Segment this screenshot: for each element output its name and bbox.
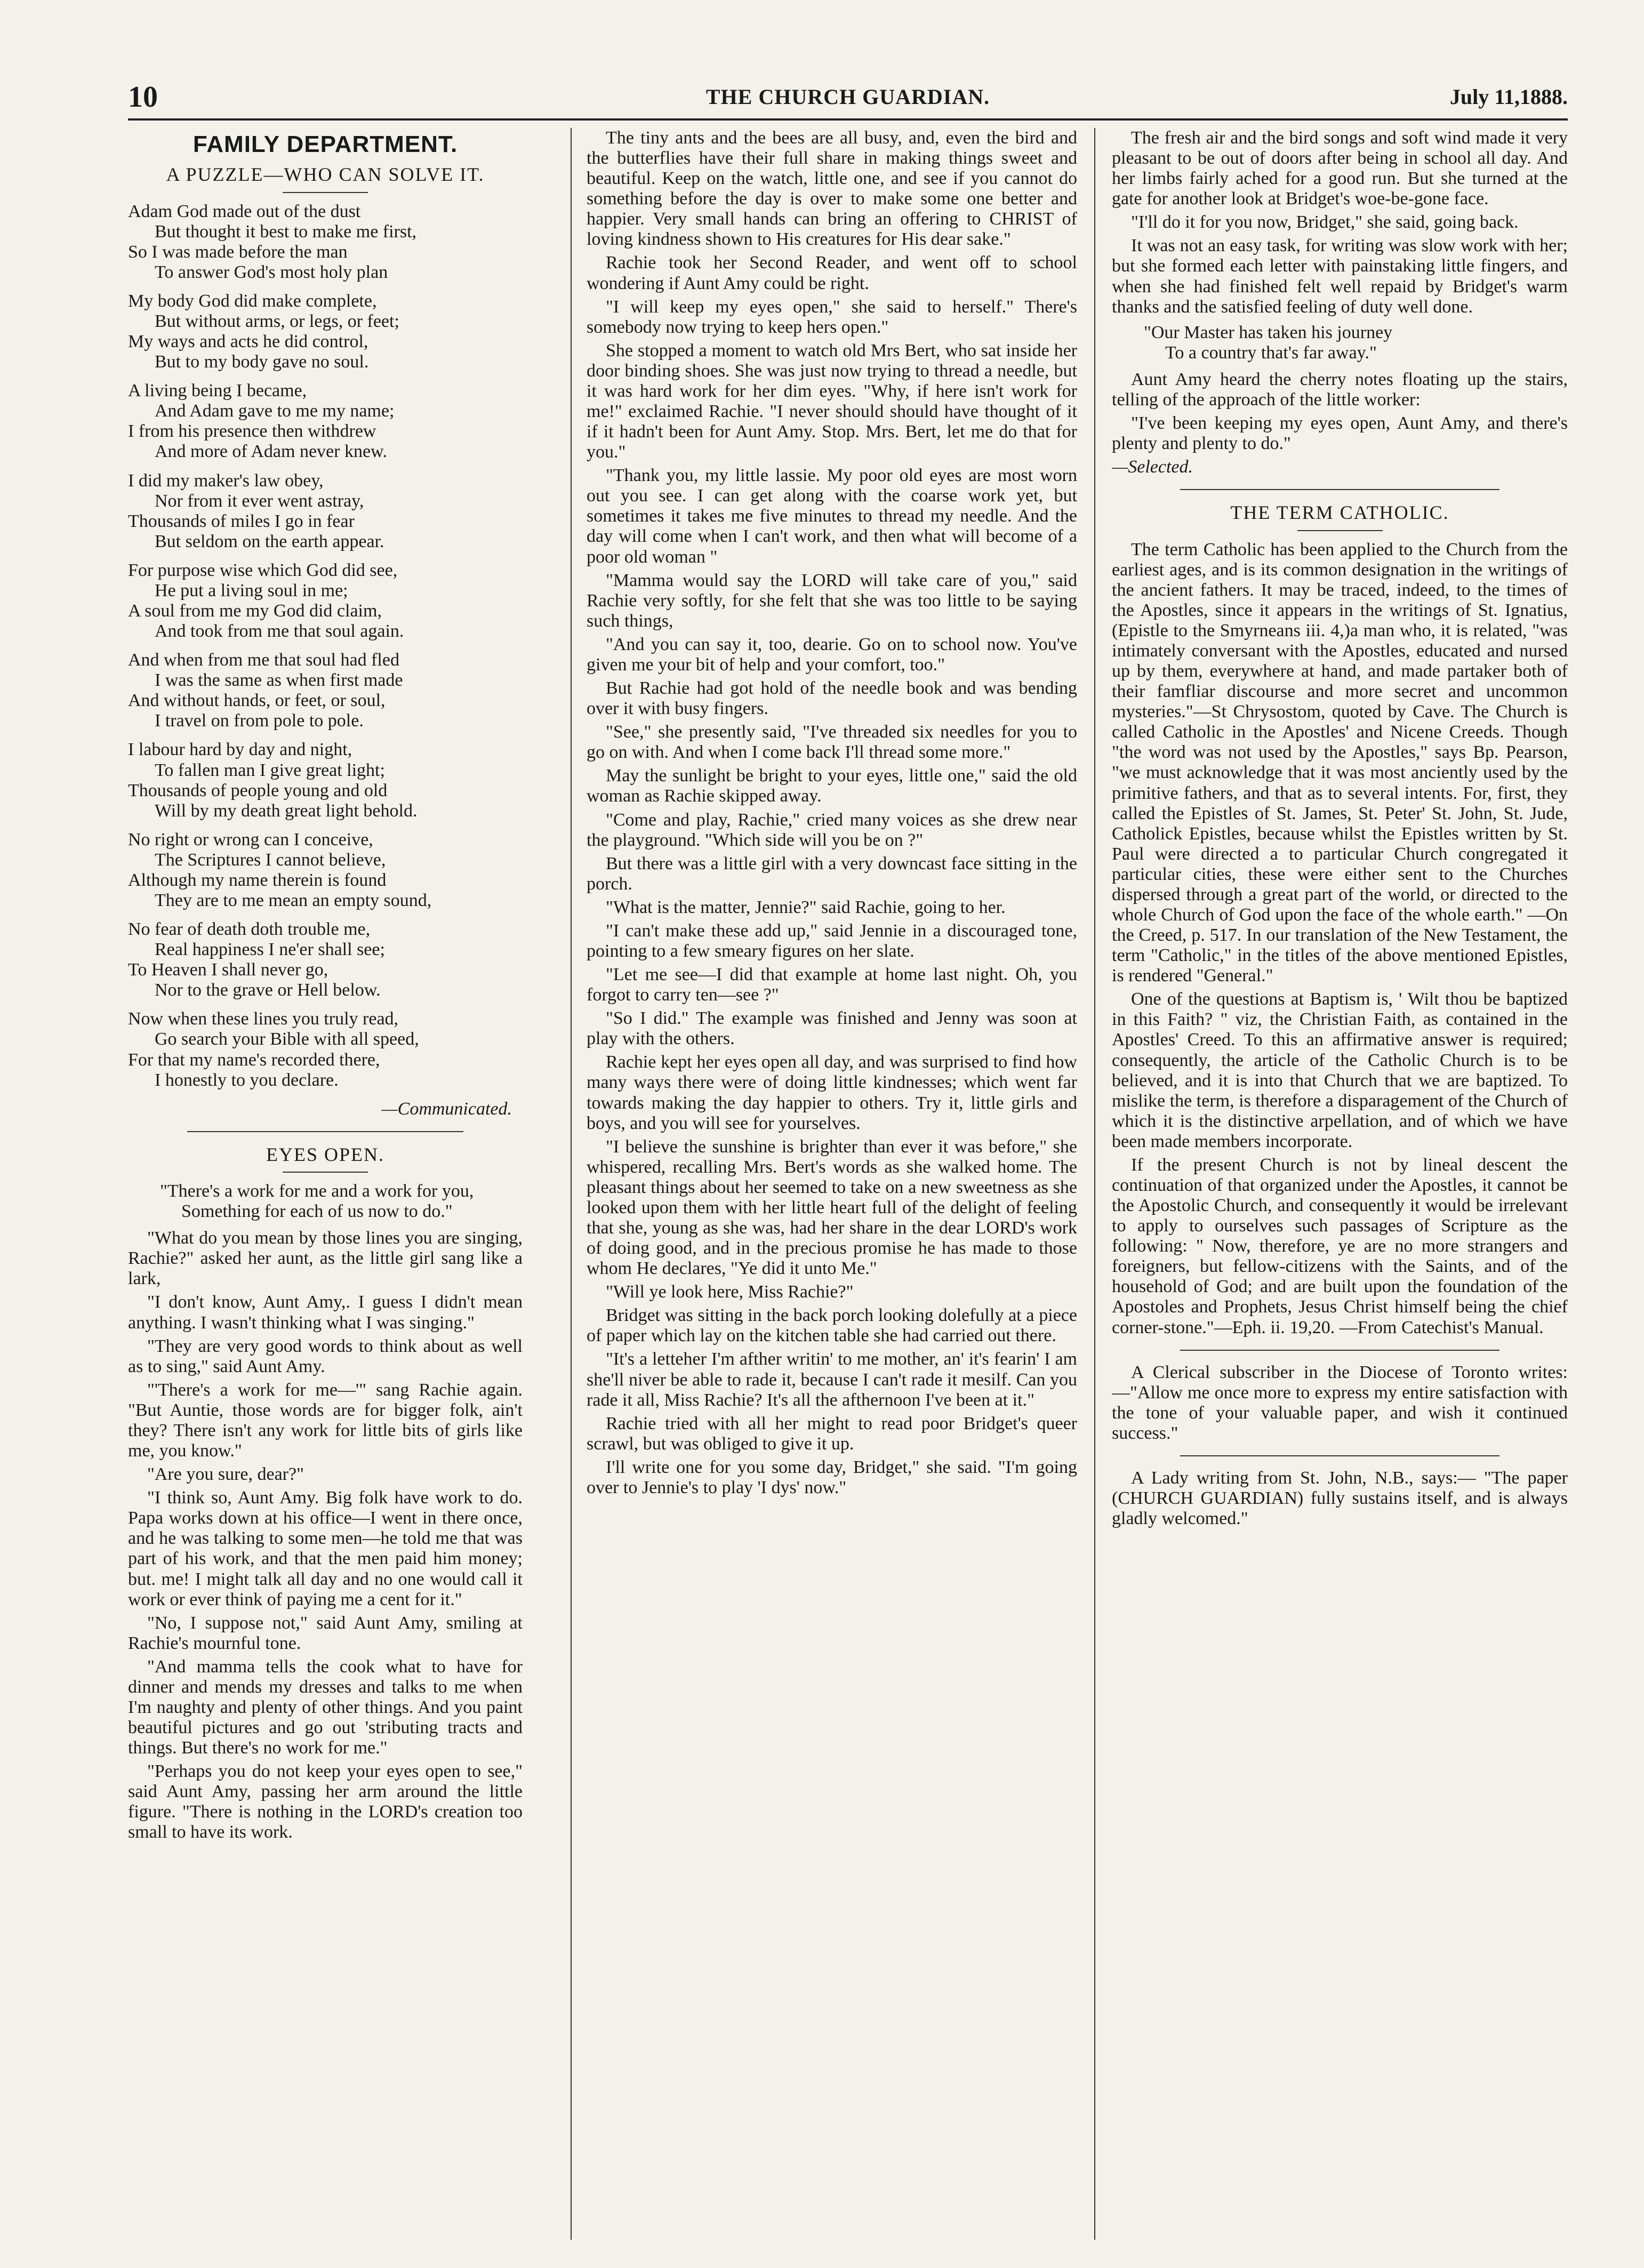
story-paragraph: "Will ye look here, Miss Rachie?" <box>606 1282 854 1302</box>
poem-title: A PUZZLE—WHO CAN SOLVE IT. <box>166 164 485 186</box>
poem-stanza <box>128 560 523 642</box>
story-paragraph: The fresh air and the bird songs and soft wind made it very pleasant to be out of doors after being in school all day. And her limbs fairly ached for a good run. But she turned at the gate for another look at Bridget's woe-be-gone face. <box>1112 128 1568 209</box>
poem-line: No fear of death doth trouble me, <box>128 919 371 940</box>
story-signature: —Selected. <box>1112 457 1193 477</box>
issue-date: July 11,1888. <box>1449 85 1568 109</box>
poem-line: I did my maker's law obey, <box>128 470 324 491</box>
poem-line: And took from me that soul again. <box>155 621 404 642</box>
quote-line: "Our Master has taken his journey <box>1144 322 1393 342</box>
poem-line: So I was made before the man <box>128 242 348 262</box>
story-paragraph: Rachie kept her eyes open all day, and was surprised to find how many ways there were of doing little kindnesses; which went far towards making the day happier to others. Try it, little girls and boys, and you will see for yourselves. <box>587 1052 1077 1133</box>
poem-line: And Adam gave to me my name; <box>155 401 395 421</box>
story-paragraph: Rachie took her Second Reader, and went off to school wondering if Aunt Amy could be right. <box>587 253 1077 293</box>
masthead <box>128 80 1568 117</box>
story-paragraph: Aunt Amy heard the cherry notes floating up the stairs, telling of the approach of the little worker: <box>1112 369 1568 410</box>
poem-line: I honestly to you declare. <box>155 1070 339 1090</box>
divider <box>187 1131 463 1132</box>
poem-signature: —Communicated. <box>381 1099 512 1119</box>
column-1 <box>128 128 523 2240</box>
poem-line: The Scriptures I cannot believe, <box>155 850 386 870</box>
story-paragraph: "Are you sure, dear?" <box>147 1464 304 1485</box>
story-paragraph: Rachie tried with all her might to read poor Bridget's queer scrawl, but was obliged to give it up. <box>587 1413 1077 1454</box>
story-paragraph: "'There's a work for me—'" sang Rachie again. "But Auntie, those words are for bigger folk, ain't they? There isn't any work for little bits of girls like me, you know." <box>128 1380 523 1461</box>
page-number: 10 <box>128 81 158 114</box>
poem-line: Go search your Bible with all speed, <box>155 1029 419 1049</box>
poem-line: Nor to the grave or Hell below. <box>155 980 381 1000</box>
story-paragraph: The tiny ants and the bees are all busy, and, even the bird and the butterflies have their full share in making things sweet and beautiful. Keep on the watch, little one, and see if you cannot do something before the day is over to make some one better and happier. Very small hands can bring an offering to CHRIST of loving kindness shown to His creatures for His dear sake." <box>587 128 1077 250</box>
story-paragraph: "So I did." The example was finished and Jenny was soon at play with the others. <box>587 1008 1077 1049</box>
poem-stanza <box>128 919 523 1000</box>
poem-stanza <box>128 202 523 283</box>
story-paragraph: "Mamma would say the LORD will take care of you," said Rachie very softly, for she felt that she was too little to be saying such things, <box>587 570 1077 631</box>
story-paragraph: But there was a little girl with a very downcast face sitting in the porch. <box>587 853 1077 894</box>
story-paragraph: Bridget was sitting in the back porch looking dolefully at a piece of paper which lay on the kitchen table she had carried out there. <box>587 1305 1077 1346</box>
notice-clerical: A Clerical subscriber in the Diocese of Toronto writes:—"Allow me once more to express my entire satisfaction with the tone of your valuable paper, and wish it continued success." <box>1112 1362 1568 1443</box>
poem-line: I labour hard by day and night, <box>128 740 352 760</box>
story-body <box>128 1228 523 1842</box>
poem-line: For purpose wise which God did see, <box>128 560 398 580</box>
divider <box>1180 1350 1499 1351</box>
poem-stanza <box>128 740 523 821</box>
poem-line: But seldom on the earth appear. <box>155 531 384 551</box>
masthead-rule <box>128 118 1568 121</box>
story-paragraph: "I've been keeping my eyes open, Aunt Amy, and there's plenty and plenty to do." <box>1112 413 1568 454</box>
story-title: EYES OPEN. <box>266 1143 384 1165</box>
divider <box>283 192 368 193</box>
article-paragraph: The term Catholic has been applied to the Church from the earliest ages, and is its common designation in the writings of the ancient fathers. It may be traced, indeed, to the times of the Apostles, since it appears in the writings of St. Ignatius, (Epistle to the Smyrneans iii. 4,)a man who, it is related, "was intimately conversant with the Apostles, educated and nursed up by them, everywhere at hand, and made partaker both of their famfliar discourse and more secret and uncommon mysteries."—St Chrysostom, quoted by Cave. The Church is called Catholic in the Apostles' and Nicene Creeds. Though "the word was not used by the Apostles," says Bp. Pearson, "we must acknowledge that it was most anciently used by the primitive fathers, and that as to several intents. For, first, they called the Epistles of St. James, St. Peter' St. John, St. Jude, Catholick Epistles, because whilst the Epistles written by St. Paul were directed a to particular Church congregated it particular cities, these were either sent to the Churches dispersed through a great part of the world, or directed to the whole Church of God upon the face of the whole earth." —On the Creed, p. 517. In our translation of the New Testament, the term "Catholic," in the titles of the above mentioned Epistles, is rendered "General." <box>1112 539 1568 986</box>
publication-title: THE CHURCH GUARDIAN. <box>705 85 990 109</box>
article-body <box>1112 540 1568 1338</box>
poem-line: Will by my death great light behold. <box>155 800 418 821</box>
poem-stanza <box>128 471 523 552</box>
story-conclusion <box>1112 128 1568 317</box>
poem-line: Nor from it ever went astray, <box>155 491 364 511</box>
poem-line: Now when these lines you truly read, <box>128 1009 399 1029</box>
poem-line: I travel on from pole to pole. <box>155 711 364 731</box>
poem-stanza <box>128 650 523 731</box>
epigraph-line: "There's a work for me and a work for you, <box>160 1181 474 1201</box>
poem-line: Thousands of miles I go in fear <box>128 511 355 531</box>
poem-line: A living being I became, <box>128 381 307 401</box>
poem-line: They are to me mean an empty sound, <box>155 891 432 910</box>
story-paragraph: "What is the matter, Jennie?" said Rachie, going to her. <box>606 897 1006 917</box>
story-paragraph: It was not an easy task, for writing was slow work with her; but she formed each letter with painstaking little fingers, and when she had finished felt well repaid by Bridget's warm thanks and the satisfied feeling of duty well done. <box>1112 236 1568 317</box>
story-paragraph: She stopped a moment to watch old Mrs Bert, who sat inside her door binding shoes. She was just now trying to thread a needle, but it was hard work for her dim eyes. "Why, if here isn't work for me!" exclaimed Rachie. "I never should should have thought of it if it hadn't been for Aunt Amy. Stop. Mrs. Bert, let me do that for you." <box>587 340 1077 462</box>
column-divider-1 <box>571 128 572 2240</box>
story-paragraph: "Come and play, Rachie," cried many voices as she drew near the playground. "Which side will you be on ?" <box>587 810 1077 850</box>
divider <box>1297 530 1383 531</box>
poem-line: A soul from me my God did claim, <box>128 600 382 621</box>
poem-stanza <box>128 381 523 462</box>
story-paragraph: But Rachie had got hold of the needle book and was bending over it with busy fingers. <box>587 678 1077 719</box>
article-paragraph: One of the questions at Baptism is, ' Wilt thou be baptized in this Faith? " viz, the Christian Faith, as contained in the Apostles' Creed. To this an affirmative answer is required; consequently, the article of the Catholic Church is to be believed, and it is into that Church that we are baptized. To mislike the term, is therefore a disparagement of the Church of which it is the distinctive arpellation, and of which we have been made members incorporate. <box>1112 989 1568 1151</box>
story-paragraph: "It's a letteher I'm afther writin' to me mother, an' it's fearin' I am she'll niver be able to rade it, because I can't rade it mesilf. Can you rade it all, Miss Rachie? It's all the afthernoon I've been at it." <box>587 1349 1077 1410</box>
story-paragraph: "I think so, Aunt Amy. Big folk have work to do. Papa works down at his office—I went in there once, and he was talking to some men—he told me that was part of his work, and that the men paid him money; but. me! I might talk all day and no one would call it work or ever think of paying me a cent for it." <box>128 1488 523 1609</box>
column-3 <box>1112 128 1568 2240</box>
story-ending <box>1112 370 1568 454</box>
article-paragraph: If the present Church is not by lineal descent the continuation of that organized under the Apostles, it cannot be the Apostolic Church, and consequently it would be irrelevant to apply to ourselves such passages of Scripture as the following: " Now, therefore, ye are no more strangers and foreigners, but fellow-citizens with the Saints, and of the household of God; and are built upon the foundation of the Apostoles and Prophets, Jesus Christ himself being the chief corner-stone."—Eph. ii. 19,20. —From Catechist's Manual. <box>1112 1155 1568 1337</box>
poem-line: But without arms, or legs, or feet; <box>155 311 399 331</box>
quote-line: To a country that's far away." <box>1165 342 1377 363</box>
story-paragraph: "And mamma tells the cook what to have for dinner and mends my dresses and talks to me when I'm naughty and plenty of other things. And you paint beautiful pictures and go out 'stributing tracts and things. But there's no work for me." <box>128 1656 523 1758</box>
story-paragraph: "See," she presently said, "I've threaded six needles for you to go on with. And when I come back I'll thread some more." <box>587 722 1077 763</box>
story-paragraph: "I'll do it for you now, Bridget," she said, going back. <box>1131 212 1519 233</box>
story-paragraph: "What do you mean by those lines you are singing, Rachie?" asked her aunt, as the little girl sang like a lark, <box>128 1228 523 1289</box>
poem-line: To answer God's most holy plan <box>155 262 388 282</box>
poem-line: Adam God made out of the dust <box>128 201 361 221</box>
poem-stanza <box>128 830 523 911</box>
story-paragraph: "I can't make these add up," said Jennie in a discouraged tone, pointing to a few smeary figures on her slate. <box>587 920 1077 961</box>
story-paragraph: "I don't know, Aunt Amy,. I guess I didn't mean anything. I wasn't thinking what I was singing." <box>128 1292 523 1333</box>
poem-line: And when from me that soul had fled <box>128 650 399 670</box>
poem-line: I was the same as when first made <box>155 670 403 691</box>
poem-line: I from his presence then withdrew <box>128 421 376 442</box>
poem <box>128 202 523 1091</box>
poem-line: And without hands, or feet, or soul, <box>128 691 386 711</box>
epigraph-line: Something for each of us now to do." <box>181 1201 453 1222</box>
story-continued <box>587 128 1077 1498</box>
divider <box>1180 1455 1499 1456</box>
story-paragraph: "No, I suppose not," said Aunt Amy, smiling at Rachie's mournful tone. <box>128 1613 523 1653</box>
story-paragraph: "Thank you, my little lassie. My poor old eyes are most worn out you see. I can get along with the coarse work yet, but sometimes it takes me five minutes to thread my needle. And the day will come when I can't work, and then what will become of a poor old woman " <box>587 466 1077 567</box>
notice-lady: A Lady writing from St. John, N.B., says:— "The paper (CHURCH GUARDIAN) fully sustains itself, and is always gladly welcomed." <box>1112 1468 1568 1529</box>
story-paragraph: May the sunlight be bright to your eyes, little one," said the old woman as Rachie skipped away. <box>587 766 1077 806</box>
column-2 <box>587 128 1077 2240</box>
hymn-quote <box>1144 323 1568 363</box>
divider <box>283 1172 368 1173</box>
section-title: FAMILY DEPARTMENT. <box>193 131 458 157</box>
poem-line: And more of Adam never knew. <box>155 442 387 462</box>
story-paragraph: I'll write one for you some day, Bridget," she said. "I'm going over to Jennie's to play 'I dys' now." <box>587 1457 1077 1497</box>
poem-line: My ways and acts he did control, <box>128 332 368 352</box>
story-paragraph: "I believe the sunshine is brighter than ever it was before," she whispered, recalling Mrs. Bert's words as she walked home. The pleasant things about her seemed to take on a new sweetness as she looked upon them with her little heart full of the delight of feeling that she, young as she was, had her share in the dear LORD's work of doing good, and in the precious promise he has made to those whom He declares, "Ye did it unto Me." <box>587 1136 1077 1279</box>
article-title: THE TERM CATHOLIC. <box>1230 502 1449 524</box>
story-paragraph: "I will keep my eyes open," she said to herself." There's somebody now trying to keep hers open." <box>587 296 1077 337</box>
divider <box>1180 489 1499 490</box>
story-paragraph: "They are very good words to think about as well as to sing," said Aunt Amy. <box>128 1336 523 1376</box>
poem-line: But thought it best to make me first, <box>155 221 417 242</box>
story-paragraph: "Perhaps you do not keep your eyes open to see," said Aunt Amy, passing her arm around the little figure. "There is nothing in the LORD's creation too small to have its work. <box>128 1761 523 1842</box>
story-paragraph: "Let me see—I did that example at home last night. Oh, you forgot to carry ten—see ?" <box>587 965 1077 1005</box>
poem-line: My body God did make complete, <box>128 291 377 311</box>
poem-line: Thousands of people young and old <box>128 780 388 800</box>
poem-stanza <box>128 291 523 372</box>
poem-line: To Heaven I shall never go, <box>128 960 328 980</box>
poem-line: He put a living soul in me; <box>155 580 348 600</box>
poem-line: Real happiness I ne'er shall see; <box>155 940 385 960</box>
column-divider-2 <box>1094 128 1095 2240</box>
story-paragraph: "And you can say it, too, dearie. Go on to school now. You've given me your bit of help and your comfort, too." <box>587 634 1077 675</box>
poem-line: To fallen man I give great light; <box>155 760 385 780</box>
poem-line: Although my name therein is found <box>128 870 387 890</box>
story-epigraph <box>160 1181 523 1222</box>
poem-line: But to my body gave no soul. <box>155 352 369 372</box>
poem-line: No right or wrong can I conceive, <box>128 829 373 850</box>
poem-stanza <box>128 1009 523 1090</box>
poem-line: For that my name's recorded there, <box>128 1049 380 1070</box>
